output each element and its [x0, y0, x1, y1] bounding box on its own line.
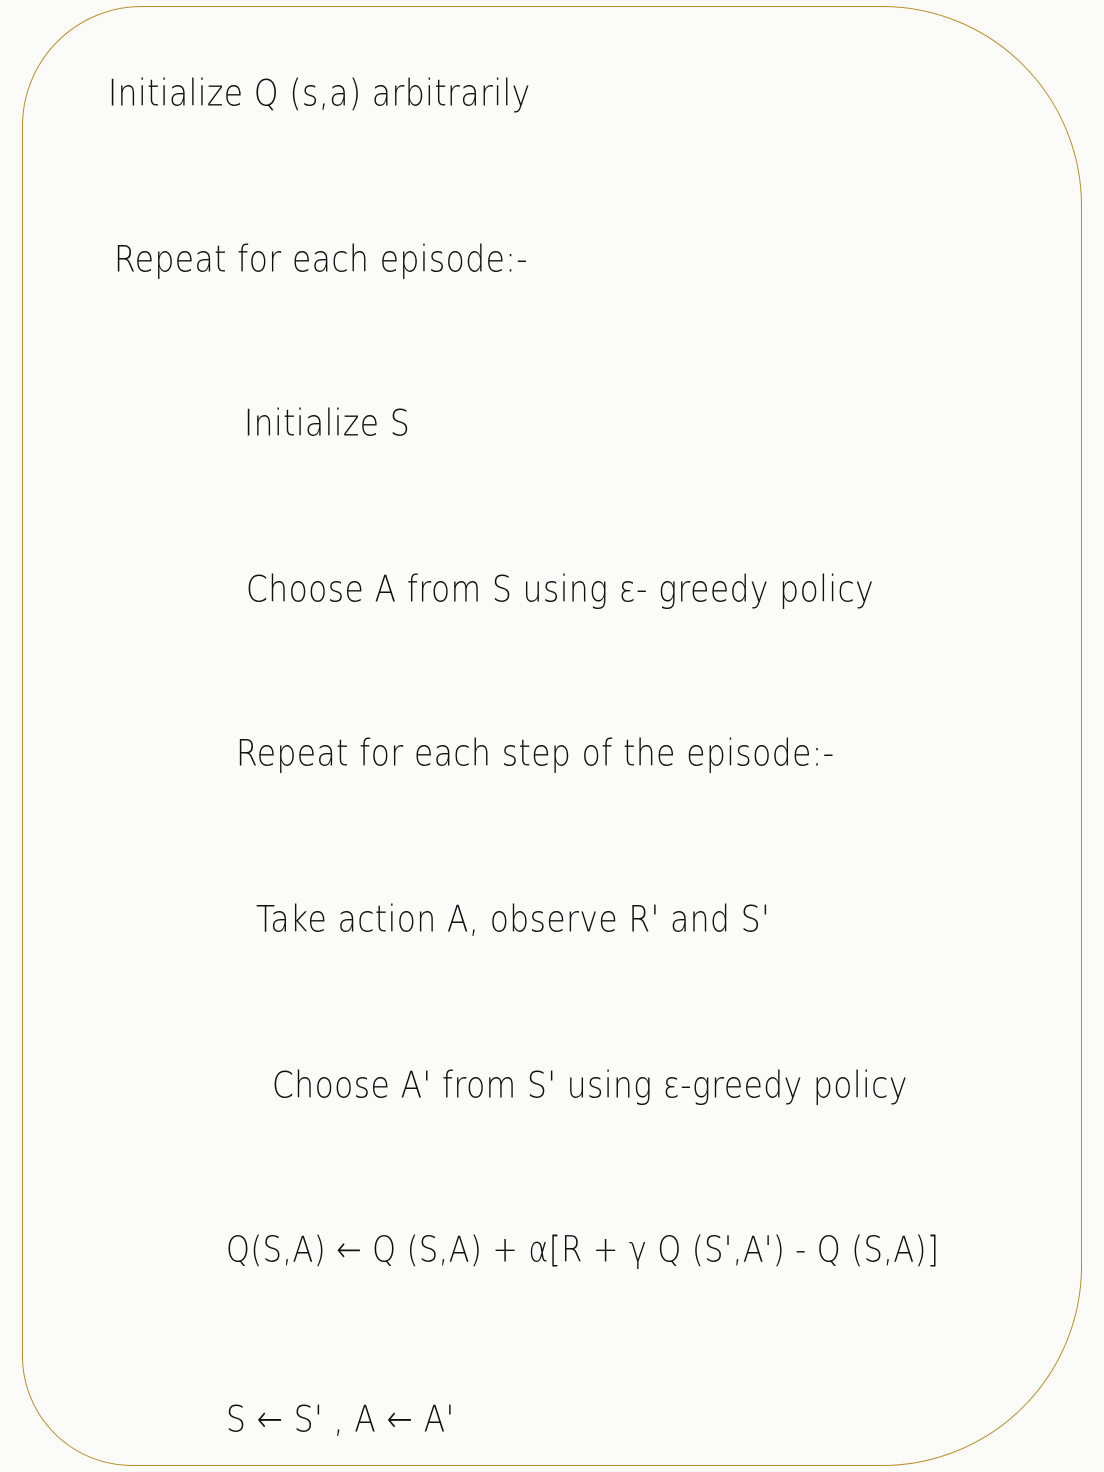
choose-a-line: Choose A from S using ε- greedy policy: [246, 568, 875, 612]
repeat-step-line: Repeat for each step of the episode:-: [236, 732, 835, 776]
init-s-line: Initialize S: [244, 402, 411, 446]
init-q-line: Initialize Q (s,a) arbitrarily: [108, 72, 531, 116]
state-action-assignment: S ← S' , A ← A': [226, 1398, 455, 1442]
repeat-episode-line: Repeat for each episode:-: [114, 238, 529, 282]
q-update-equation: Q(S,A) ← Q (S,A) + α[R + γ Q (S',A') - Q (S,A)]: [226, 1228, 940, 1271]
choose-a-prime-line: Choose A' from S' using ε-greedy policy: [272, 1064, 908, 1108]
take-action-line: Take action A, observe R' and S': [256, 898, 771, 942]
